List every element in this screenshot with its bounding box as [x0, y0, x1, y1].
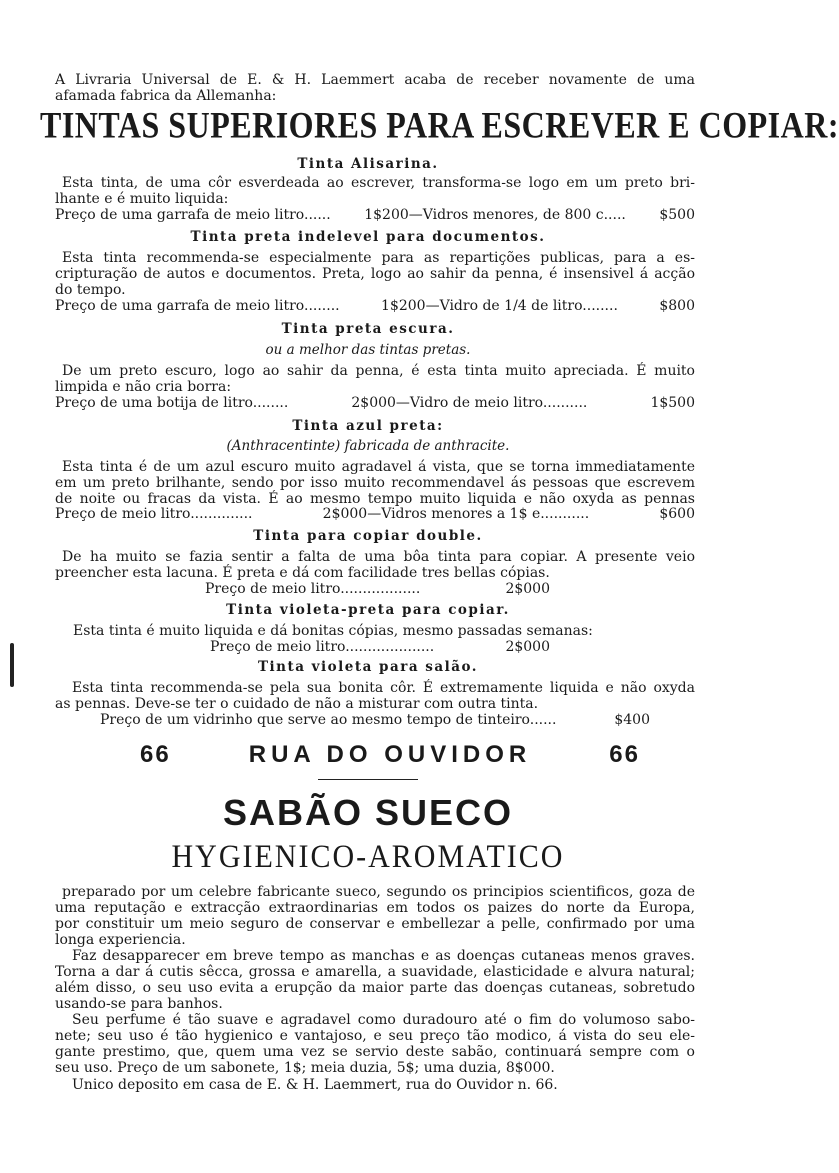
soap-p3-line-2: nete; seu uso é tão hygienico e vantajoso, e seu preço tão modico, á vista do seu ele- [55, 1028, 695, 1044]
soap-p1-line-2: uma reputação e extracção extraordinarias em todos os paizes do norte da Europa, [55, 900, 695, 916]
price-right: $400 [614, 712, 650, 728]
soap-p2-line-1: Faz desapparecer em breve tempo as manchas e as doenças cutaneas menos graves. [72, 948, 695, 964]
divider-rule [318, 779, 418, 780]
price-right: 2$000 [505, 581, 550, 597]
ink-title-violeta-copiar: Tinta violeta-preta para copiar. [226, 602, 510, 618]
price-left: Preço de um vidrinho que serve ao mesmo tempo de tinteiro...... [100, 712, 557, 728]
soap-subtitle: HYGIENICO-AROMATICO [171, 838, 565, 875]
price-right: 2$000 [505, 639, 550, 655]
soap-p3-line-3: gante prestimo, que, quem uma vez se servio deste sabão, continuará sempre com o [55, 1044, 695, 1060]
ink-price-violeta-salao [100, 713, 650, 728]
ink-text-indelevel-1: Esta tinta recommenda-se especialmente para as repartições publicas, para a es- [62, 250, 695, 266]
ink-price-indelevel [55, 299, 695, 314]
ink-text-alisarina-1: Esta tinta, de uma côr esverdeada ao escrever, transforma-se logo em um preto bri- [62, 175, 695, 191]
soap-p3-line-1: Seu perfume é tão suave e agradavel como duradouro até o fim do volumoso sabo- [72, 1012, 695, 1028]
street-name: RUA DO OUVIDOR [248, 741, 532, 768]
ink-text-violeta-salao-2: as pennas. Deve-se ter o cuidado de não a misturar com outra tinta. [55, 696, 539, 712]
ink-text-escura-2: limpida e não cria borra: [55, 379, 232, 395]
ink-title-indelevel: Tinta preta indelevel para documentos. [190, 229, 546, 245]
soap-p2-line-3: além disso, o seu uso evita a erupção da maior parte das doenças cutaneas, sobretudo [55, 980, 695, 996]
intro-line-2: afamada fabrica da Allemanha: [55, 88, 277, 104]
street-number-left: 66 [140, 741, 171, 768]
ink-text-azul-2: em um preto brilhante, sendo por isso muito recommendavel ás pessoas que escrevem [55, 475, 695, 491]
ink-text-double-2: preencher esta lacuna. É preta e dá com facilidade tres bellas cópias. [55, 565, 550, 581]
soap-p1-line-1: preparado por um celebre fabricante sueco, segundo os principios scientificos, goza de [62, 884, 695, 900]
soap-p3-line-4: seu uso. Preço de um sabonete, 1$; meia duzia, 5$; uma duzia, 8$000. [55, 1060, 555, 1076]
soap-p1-line-3: por constituir um meio seguro de conservar e embellezar a pelle, confirmado por uma [55, 916, 695, 932]
ink-subtitle-azul: (Anthracentinte) fabricada de anthracite. [226, 438, 510, 454]
price-left: Preço de uma botija de litro........ [55, 395, 289, 411]
price-mid: 2$000—Vidro de meio litro.......... [351, 395, 588, 411]
ink-text-violeta-copiar-1: Esta tinta é muito liquida e dá bonitas cópias, mesmo passadas semanas: [73, 623, 593, 639]
intro-line-1: A Livraria Universal de E. & H. Laemmert acaba de receber novamente de uma [55, 72, 695, 88]
price-mid: 2$000—Vidros menores a 1$ e........... [322, 506, 590, 522]
price-mid: 1$200—Vidros menores, de 800 c..... [364, 207, 626, 223]
price-right: $500 [659, 207, 695, 223]
soap-p2-line-4: usando-se para banhos. [55, 996, 223, 1012]
ink-text-indelevel-2: cripturação de autos e documentos. Preta, logo ao sahir da penna, é insensivel á acção [55, 266, 695, 282]
scan-artefact-mark [10, 643, 14, 687]
ink-price-alisarina [55, 208, 695, 223]
price-left: Preço de meio litro.................... [210, 639, 435, 655]
price-right: $600 [659, 506, 695, 522]
ink-title-azul: Tinta azul preta: [292, 418, 444, 434]
soap-deposit-line: Unico deposito em casa de E. & H. Laemmert, rua do Ouvidor n. 66. [72, 1077, 558, 1093]
ink-text-double-1: De ha muito se fazia sentir a falta de uma bôa tinta para copiar. A presente veio [62, 549, 695, 565]
price-right: $800 [659, 298, 695, 314]
ink-price-double [205, 582, 550, 597]
ink-text-escura-1: De um preto escuro, logo ao sahir da penna, é esta tinta muito apreciada. É muito [62, 363, 695, 379]
ink-text-azul-3: de noite ou fracas da vista. É ao mesmo tempo muito liquida e não oxyda as pennas [55, 491, 695, 507]
ink-title-escura: Tinta preta escura. [281, 321, 455, 337]
ink-subtitle-escura: ou a melhor das tintas pretas. [265, 342, 471, 358]
ink-title-violeta-salao: Tinta violeta para salão. [258, 659, 478, 675]
soap-title: SABÃO SUECO [222, 792, 514, 833]
price-mid: 1$200—Vidro de 1/4 de litro........ [381, 298, 618, 314]
price-left: Preço de uma garrafa de meio litro........ [55, 298, 340, 314]
street-number-right: 66 [609, 741, 640, 768]
ink-price-escura [55, 396, 695, 411]
price-left: Preço de meio litro.................. [205, 581, 421, 597]
ink-title-double: Tinta para copiar double. [253, 528, 483, 544]
price-left: Preço de meio litro.............. [55, 506, 253, 522]
ink-text-indelevel-3: do tempo. [55, 282, 126, 298]
ink-text-violeta-salao-1: Esta tinta recommenda-se pela sua bonita côr. É extremamente liquida e não oxyda [72, 680, 695, 696]
main-headline: TINTAS SUPERIORES PARA ESCREVER E COPIAR: [40, 104, 839, 146]
price-right: 1$500 [650, 395, 695, 411]
ink-price-violeta-copiar [210, 640, 550, 655]
ink-title-alisarina: Tinta Alisarina. [297, 156, 439, 172]
price-left: Preço de uma garrafa de meio litro...... [55, 207, 331, 223]
ink-price-azul [55, 507, 695, 522]
ink-text-alisarina-2: lhante e é muito liquida: [55, 191, 229, 207]
soap-p1-line-4: longa experiencia. [55, 932, 186, 948]
soap-p2-line-2: Torna a dar á cutis sêcca, grossa e amarella, a suavidade, elasticidade e alvura natural; [55, 964, 695, 980]
address-line [140, 740, 640, 770]
ink-text-azul-1: Esta tinta é de um azul escuro muito agradavel á vista, que se torna immediatamente [62, 459, 695, 475]
